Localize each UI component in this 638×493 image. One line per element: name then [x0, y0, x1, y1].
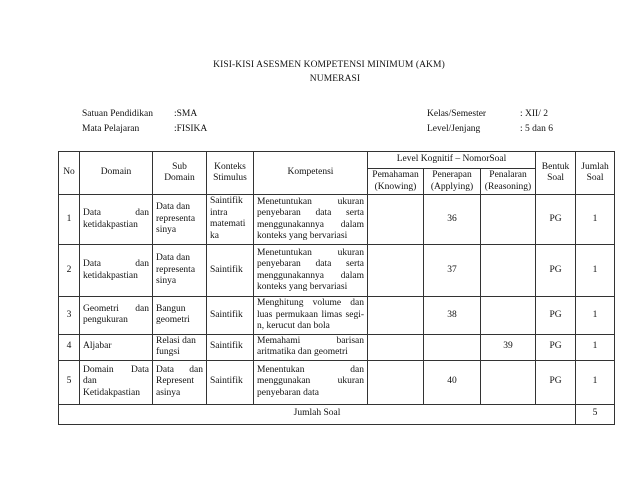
- cell-sub-domain: Data dan representa sinya: [153, 245, 207, 297]
- header-no: No: [59, 152, 80, 195]
- cell-no: 4: [59, 334, 80, 360]
- cell-bentuk: PG: [536, 297, 576, 335]
- cell-jumlah: 1: [576, 360, 615, 404]
- header-pemahaman: Pemahaman (Knowing): [368, 169, 424, 195]
- cell-kompetensi: Menghitung volume dan luas permukaan limas segi-n, kerucut dan bola: [254, 297, 368, 335]
- header-konteks: Konteks Stimulus: [207, 152, 254, 195]
- header-jumlah: Jumlah Soal: [576, 152, 615, 195]
- cell-penalaran: [481, 195, 536, 245]
- cell-pemahaman: [368, 245, 424, 297]
- cell-konteks: Saintifik intra matemati ka: [207, 195, 254, 245]
- cell-jumlah: 1: [576, 334, 615, 360]
- header-bentuk: Bentuk Soal: [536, 152, 576, 195]
- cell-sub-domain: Data dan representa sinya: [153, 195, 207, 245]
- header-sub-domain: Sub Domain: [153, 152, 207, 195]
- cell-konteks: Saintifik: [207, 297, 254, 335]
- cell-bentuk: PG: [536, 195, 576, 245]
- cell-penerapan: 38: [424, 297, 481, 335]
- cell-kompetensi: Menentukan dan menggunakan ukuran penyebaran data: [254, 360, 368, 404]
- cell-pemahaman: [368, 360, 424, 404]
- cell-penalaran: 39: [481, 334, 536, 360]
- cell-pemahaman: [368, 334, 424, 360]
- cell-jumlah: 1: [576, 245, 615, 297]
- cell-domain: Data dan ketidakpastian: [80, 195, 153, 245]
- header-penalaran: Penalaran (Reasoning): [481, 169, 536, 195]
- cell-sub-domain: Data dan Represent asinya: [153, 360, 207, 404]
- mapel-label: Mata Pelajaran: [82, 124, 140, 134]
- cell-penalaran: [481, 360, 536, 404]
- cell-no: 2: [59, 245, 80, 297]
- cell-konteks: Saintifik: [207, 360, 254, 404]
- cell-penalaran: [481, 297, 536, 335]
- cell-sub-domain: Relasi dan fungsi: [153, 334, 207, 360]
- header-domain: Domain: [80, 152, 153, 195]
- kisi-kisi-table: [58, 151, 615, 425]
- satuan-label: Satuan Pendidikan: [82, 109, 153, 119]
- cell-no: 1: [59, 195, 80, 245]
- table-row: [59, 334, 615, 360]
- cell-kompetensi: Memahami barisan aritmatika dan geometri: [254, 334, 368, 360]
- cell-jumlah: 1: [576, 195, 615, 245]
- cell-jumlah: 1: [576, 297, 615, 335]
- table-row: [59, 195, 615, 245]
- total-label: Jumlah Soal: [59, 404, 576, 424]
- header-kompetensi: Kompetensi: [254, 152, 368, 195]
- kelas-value: : XII/ 2: [520, 109, 548, 119]
- cell-domain: Domain Data dan Ketidakpastian: [80, 360, 153, 404]
- header-level-kognitif: Level Kognitif – NomorSoal: [368, 152, 536, 169]
- document-title: KISI-KISI ASESMEN KOMPETENSI MINIMUM (AKM): [213, 60, 445, 70]
- cell-penerapan: 37: [424, 245, 481, 297]
- total-row: [59, 404, 615, 424]
- cell-domain: Data dan ketidakpastian: [80, 245, 153, 297]
- table-row: [59, 297, 615, 335]
- table-row: [59, 245, 615, 297]
- cell-penerapan: 40: [424, 360, 481, 404]
- cell-domain: Aljabar: [80, 334, 153, 360]
- cell-no: 3: [59, 297, 80, 335]
- cell-no: 5: [59, 360, 80, 404]
- cell-penerapan: [424, 334, 481, 360]
- cell-konteks: Saintifik: [207, 334, 254, 360]
- header-penerapan: Penerapan (Applying): [424, 169, 481, 195]
- document-subtitle: NUMERASI: [309, 74, 361, 84]
- cell-sub-domain: Bangun geometri: [153, 297, 207, 335]
- kelas-label: Kelas/Semester: [427, 109, 487, 119]
- cell-penerapan: 36: [424, 195, 481, 245]
- cell-pemahaman: [368, 195, 424, 245]
- cell-konteks: Saintifik: [207, 245, 254, 297]
- cell-bentuk: PG: [536, 245, 576, 297]
- table-row: [59, 360, 615, 404]
- total-value: 5: [576, 404, 615, 424]
- cell-pemahaman: [368, 297, 424, 335]
- cell-penalaran: [481, 245, 536, 297]
- cell-kompetensi: Menetuntukan ukuran penyebaran data serta menggunakannya dalam konteks yang bervariasi: [254, 245, 368, 297]
- cell-bentuk: PG: [536, 334, 576, 360]
- level-label: Level/Jenjang: [427, 124, 481, 134]
- satuan-value: :SMA: [174, 109, 198, 119]
- level-value: : 5 dan 6: [520, 124, 553, 134]
- cell-kompetensi: Menetuntukan ukuran penyebaran data serta menggunakannya dalam konteks yang bervariasi: [254, 195, 368, 245]
- cell-domain: Geometri dan pengukuran: [80, 297, 153, 335]
- cell-bentuk: PG: [536, 360, 576, 404]
- mapel-value: :FISIKA: [174, 124, 208, 134]
